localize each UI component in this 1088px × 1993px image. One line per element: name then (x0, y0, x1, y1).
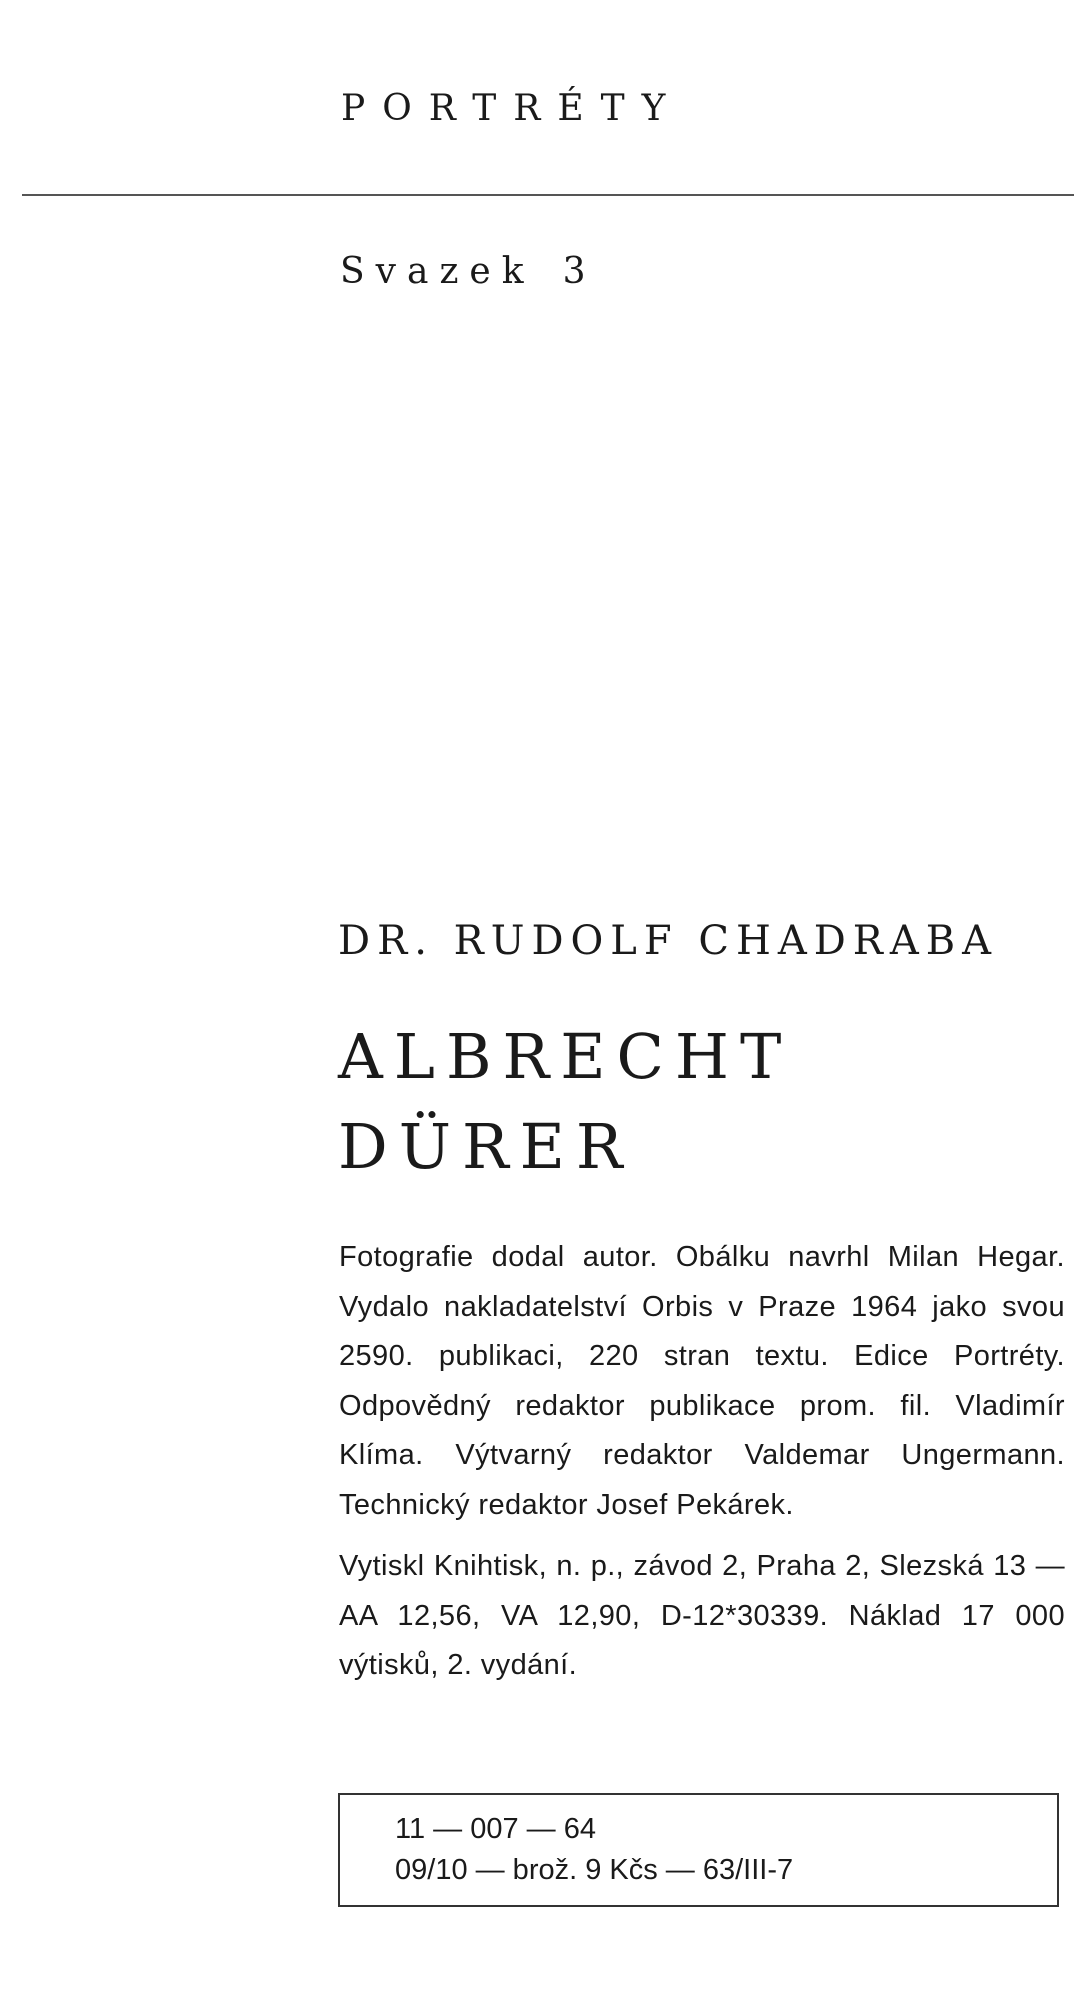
volume-word: Svazek (340, 251, 535, 292)
colophon (339, 1233, 1065, 1691)
book-title (338, 1012, 792, 1192)
colophon-credits: Fotografie dodal autor. Obálku navrhl Milan Hegar. Vydalo nakladatelství Orbis v Praze 1964 jako svou 2590. publikaci, 220 stran textu. Edice Portréty. Odpovědný redaktor publikace prom. fil. Vladimír Klíma. Výtvarný redaktor Valdemar Ungermann. Technický redaktor Josef Pekárek. (339, 1241, 1065, 1521)
author-name: DR. RUDOLF CHADRABA (338, 918, 999, 964)
series-title: PORTRÉTY (341, 88, 683, 129)
book-title-line-2: DÜRER (338, 1110, 634, 1183)
catalog-box (338, 1793, 1059, 1907)
catalog-number: 11 — 007 — 64 (395, 1813, 596, 1845)
volume-number: 3 (562, 251, 586, 292)
colophon-printing: Vytiskl Knihtisk, n. p., závod 2, Praha 2, Slezská 13 — AA 12,56, VA 12,90, D-12*30339. Náklad 17 000 výtisků, 2. vydání. (339, 1550, 1065, 1681)
volume-label (340, 251, 585, 292)
price-line: 09/10 — brož. 9 Kčs — 63/III-7 (395, 1854, 794, 1886)
header-divider (22, 194, 1074, 196)
book-title-line-1: ALBRECHT (338, 1020, 793, 1093)
